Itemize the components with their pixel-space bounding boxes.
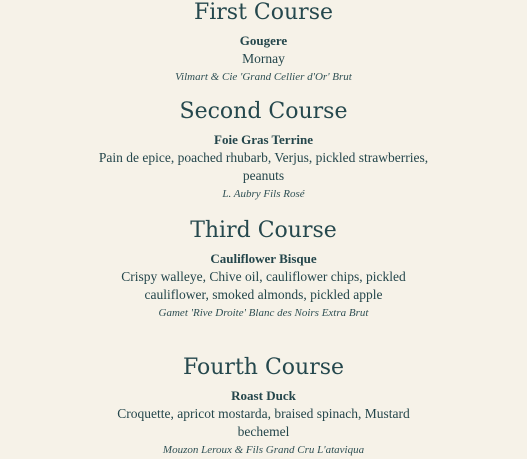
wine-pairing: Gamet 'Rive Droite' Blanc des Noirs Extra Brut bbox=[158, 307, 369, 319]
dish-name: Gougere bbox=[239, 33, 288, 48]
course-title: Second Course bbox=[179, 99, 348, 124]
course-title: First Course bbox=[193, 0, 333, 25]
dish-description: Mornay bbox=[242, 51, 285, 66]
dish-description: Crispy walleye, Chive oil, cauliflower chips, pickled cauliflower, smoked almonds, pickled apple bbox=[121, 269, 406, 302]
dish-name: Foie Gras Terrine bbox=[214, 132, 313, 147]
course-second bbox=[0, 99, 527, 203]
course-third bbox=[0, 218, 527, 322]
course-title: Fourth Course bbox=[182, 355, 345, 380]
course-title: Third Course bbox=[190, 218, 337, 243]
wine-pairing: L. Aubry Fils Rosé bbox=[222, 188, 305, 200]
wine-pairing: Mouzon Leroux & Fils Grand Cru L'ataviqua bbox=[162, 444, 365, 456]
dish-name: Roast Duck bbox=[231, 388, 296, 403]
course-fourth bbox=[0, 355, 527, 459]
dish-name: Cauliflower Bisque bbox=[210, 251, 317, 266]
dish-description: Pain de epice, poached rhubarb, Verjus, pickled strawberries, peanuts bbox=[98, 150, 429, 183]
dish-description: Croquette, apricot mostarda, braised spinach, Mustard bechemel bbox=[117, 406, 410, 439]
wine-pairing: Vilmart & Cie 'Grand Cellier d'Or' Brut bbox=[175, 71, 352, 83]
course-first bbox=[0, 0, 527, 86]
